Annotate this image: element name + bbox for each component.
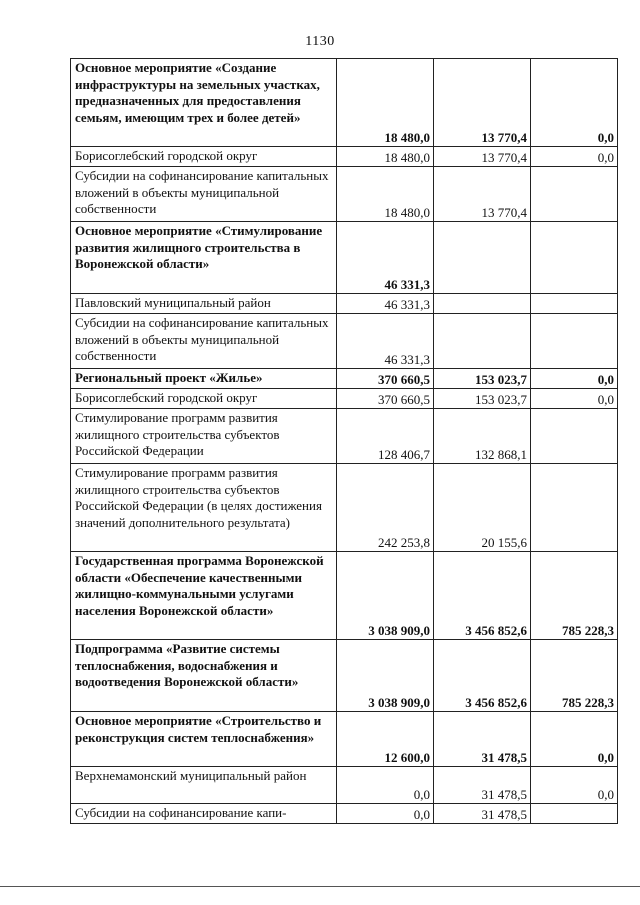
row-value-2: 3 456 852,6 (434, 640, 531, 712)
row-value-3 (531, 804, 618, 824)
row-name: Основное мероприятие «Стимулирование развития жилищного строительства в Воронежской области» (71, 222, 337, 294)
row-value-1: 3 038 909,0 (337, 640, 434, 712)
row-value-1: 370 660,5 (337, 389, 434, 409)
row-name: Государственная программа Воронежской области «Обеспечение качественными жилищно-коммунальными услугами населения Воронежской области» (71, 552, 337, 640)
row-value-1: 46 331,3 (337, 294, 434, 314)
row-value-1: 46 331,3 (337, 222, 434, 294)
page-number: 1130 (305, 34, 335, 49)
table-row (71, 167, 618, 222)
table-row (71, 767, 618, 804)
row-value-2: 13 770,4 (434, 59, 531, 147)
table-row (71, 464, 618, 552)
row-value-3: 0,0 (531, 389, 618, 409)
table-row (71, 294, 618, 314)
row-value-3: 0,0 (531, 147, 618, 167)
row-value-3: 785 228,3 (531, 552, 618, 640)
row-name: Стимулирование программ развития жилищного строительства субъектов Российской Федерации (71, 409, 337, 464)
row-name: Субсидии на софинансирование капитальных вложений в объекты муниципальной собственности (71, 167, 337, 222)
table-row (71, 712, 618, 767)
bottom-divider (0, 886, 640, 887)
row-value-2: 31 478,5 (434, 712, 531, 767)
table-row (71, 389, 618, 409)
row-value-2: 13 770,4 (434, 147, 531, 167)
row-value-1: 18 480,0 (337, 167, 434, 222)
row-value-2 (434, 222, 531, 294)
row-value-3 (531, 409, 618, 464)
row-value-3 (531, 314, 618, 369)
table-row (71, 804, 618, 824)
row-value-1: 128 406,7 (337, 409, 434, 464)
row-name: Субсидии на софинансирование капи- (71, 804, 337, 824)
table-row (71, 552, 618, 640)
row-value-3: 0,0 (531, 712, 618, 767)
row-name: Борисоглебский городской округ (71, 147, 337, 167)
table-row (71, 147, 618, 167)
row-value-2 (434, 314, 531, 369)
row-value-3 (531, 222, 618, 294)
table-row (71, 59, 618, 147)
row-value-1: 18 480,0 (337, 147, 434, 167)
row-value-3 (531, 167, 618, 222)
row-value-3: 0,0 (531, 369, 618, 389)
table-row (71, 222, 618, 294)
row-name: Основное мероприятие «Строительство и реконструкция систем теплоснабжения» (71, 712, 337, 767)
row-value-2: 153 023,7 (434, 369, 531, 389)
row-value-3: 0,0 (531, 767, 618, 804)
row-value-1: 0,0 (337, 804, 434, 824)
row-name: Подпрограмма «Развитие системы теплоснабжения, водоснабжения и водоотведения Воронежской области» (71, 640, 337, 712)
row-value-3 (531, 294, 618, 314)
row-value-1: 0,0 (337, 767, 434, 804)
row-value-1: 370 660,5 (337, 369, 434, 389)
row-value-3: 0,0 (531, 59, 618, 147)
row-value-2: 31 478,5 (434, 804, 531, 824)
row-name: Верхнемамонский муниципальный район (71, 767, 337, 804)
row-value-2: 31 478,5 (434, 767, 531, 804)
row-value-1: 12 600,0 (337, 712, 434, 767)
row-value-2: 3 456 852,6 (434, 552, 531, 640)
row-value-1: 18 480,0 (337, 59, 434, 147)
table-row (71, 640, 618, 712)
row-name: Павловский муниципальный район (71, 294, 337, 314)
row-value-2: 153 023,7 (434, 389, 531, 409)
row-value-2 (434, 294, 531, 314)
budget-table (70, 58, 618, 824)
row-value-2: 13 770,4 (434, 167, 531, 222)
table-row (71, 314, 618, 369)
row-name: Борисоглебский городской округ (71, 389, 337, 409)
row-value-1: 3 038 909,0 (337, 552, 434, 640)
row-value-3: 785 228,3 (531, 640, 618, 712)
row-name: Основное мероприятие «Создание инфраструктуры на земельных участках, предназначенных для предоставления семьям, имеющим трех и более детей» (71, 59, 337, 147)
row-value-2: 132 868,1 (434, 409, 531, 464)
row-name: Стимулирование программ развития жилищного строительства субъектов Российской Федерации (в целях достижения значений дополнительного результата) (71, 464, 337, 552)
row-value-1: 242 253,8 (337, 464, 434, 552)
row-value-1: 46 331,3 (337, 314, 434, 369)
row-name: Субсидии на софинансирование капитальных вложений в объекты муниципальной собственности (71, 314, 337, 369)
row-value-2: 20 155,6 (434, 464, 531, 552)
table-row (71, 369, 618, 389)
table-row (71, 409, 618, 464)
row-value-3 (531, 464, 618, 552)
row-name: Региональный проект «Жилье» (71, 369, 337, 389)
